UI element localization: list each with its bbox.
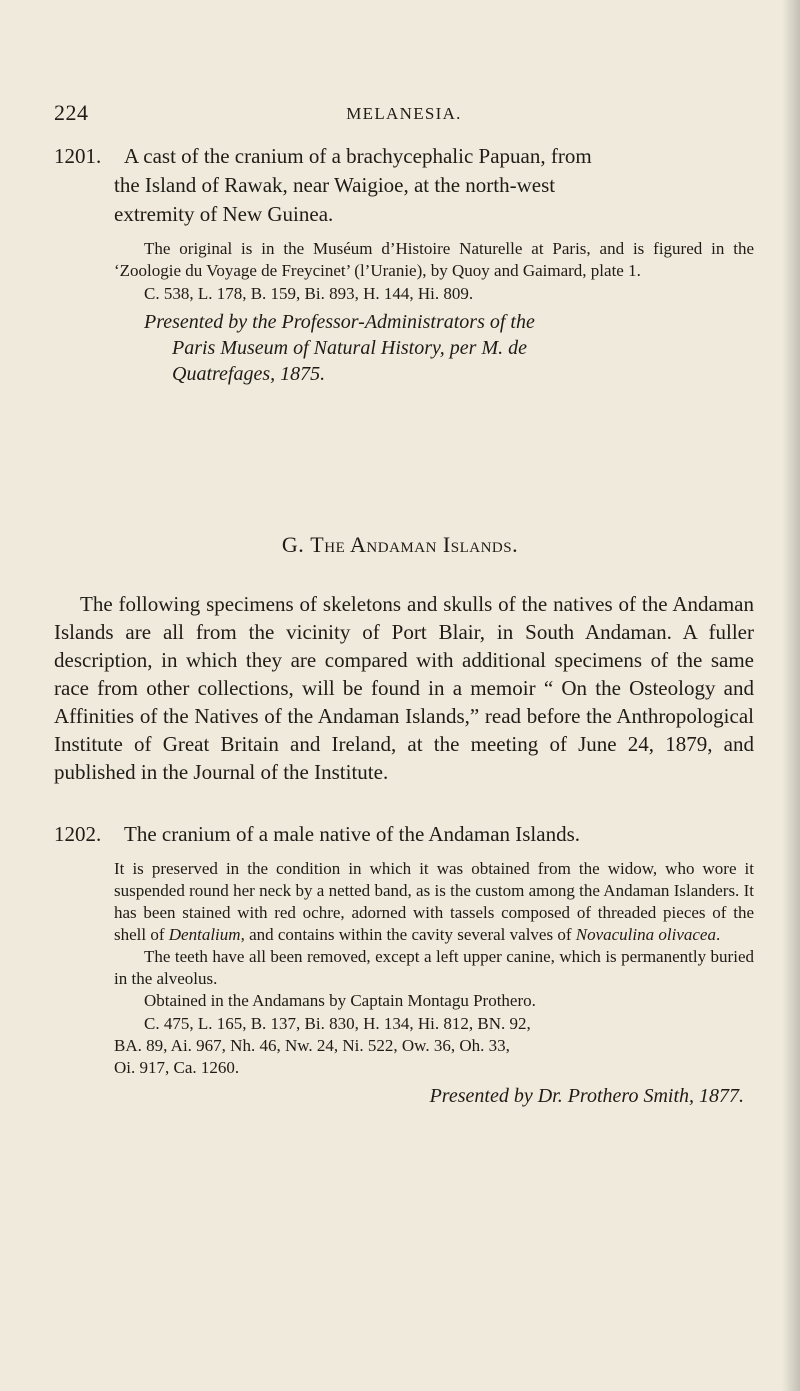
entry-1201-measurements [114,283,754,305]
entry-1202-description-2: The teeth have all been removed, except a left upper canine, which is permanently buried in the alveolus. [114,947,754,988]
catalog-entry-1201 [54,142,754,387]
entry-1201-title-line-2: the Island of Rawak, near Waigioe, at the north-west [114,173,556,197]
entry-1202-title: The cranium of a male native of the Andaman Islands. [124,822,581,846]
entry-1201-measurement-line: C. 538, L. 178, B. 159, Bi. 893, H. 144, Hi. 809. [144,284,474,303]
entry-1201-presented-by [114,309,754,387]
entry-1202-measurement-line-1: C. 475, L. 165, B. 137, Bi. 830, H. 134, Hi. 812, BN. 92, [144,1014,531,1033]
entry-1202-indented-content [54,858,754,1109]
section-letter: G. [281,532,305,557]
entry-1202-description-1: It is preserved in the condition in which it was obtained from the widow, who wore it suspended round her neck by a netted band, as is the custom among the Andaman Islanders. It has been stained with red ochre, adorned with tassels composed of threaded pieces of the shell of Dentalium, and contains within the cavity several valves of Novaculina olivacea. [114,859,754,944]
entry-1202-measurements [114,1013,754,1079]
entry-1201-presented-line-3 [144,361,754,387]
entry-1201-number: 1201. [54,144,102,168]
entry-1201-description-text: The original is in the Muséum d’Histoire Naturelle at Paris, and is figured in the ‘Zoologie du Voyage de Freycinet’ (l’Uranie), by Quoy and Gaimard, plate 1. [114,239,754,280]
entry-1201-indented-content [54,171,754,387]
entry-1202-measurement-line-3: Oi. 917, Ca. 1260. [114,1058,240,1077]
entry-1202-presented-by [114,1083,754,1109]
entry-1202-presented-text: Presented by Dr. Prothero Smith, 1877. [429,1085,744,1107]
entry-1201-title-line-3: extremity of New Guinea. [114,202,334,226]
page-number: 224 [54,100,89,125]
page-header [54,100,754,140]
andaman-intro-paragraph [54,590,754,786]
entry-1201-title-text-1: A cast of the cranium of a brachycephalic Papuan, from [124,144,592,168]
entry-1201-presented-text-2: Paris Museum of Natural History, per M. de [172,337,527,359]
entry-1201-title-line-1 [54,142,754,171]
entry-1201-presented-line-2 [144,335,754,361]
section-title: The Andaman Islands. [310,532,519,557]
running-head: MELANESIA. [346,104,462,123]
entry-1202-measurement-line-2: BA. 89, Ai. 967, Nh. 46, Nw. 24, Ni. 522, Ow. 36, Oh. 33, [114,1036,510,1055]
page-edge-shadow [782,0,800,1391]
entry-1201-description [114,238,754,282]
entry-1202-description [114,858,754,1012]
intro-paragraph-text: The following specimens of skeletons and skulls of the natives of the Andaman Islands are all from the vicinity of Port Blair, in South Andaman. A fuller description, in which they are compared with additional specimens of the same race from other collections, will be found in a memoir “ On the Osteology and Affinities of the Natives of the Andaman Islands,” read before the Anthropological Institute of Great Britain and Ireland, at the meeting of June 24, 1879, and published in the Journal of the Institute. [54,592,754,784]
entry-1202-description-3: Obtained in the Andamans by Captain Montagu Prothero. [144,991,536,1010]
entry-1202-title-line [54,820,754,849]
entry-1202-number: 1202. [54,822,102,846]
entry-1201-presented-text-1: Presented by the Professor-Administrators of the [144,311,535,333]
entry-1201-presented-text-3: Quatrefages, 1875. [172,363,326,385]
entry-1201-presented-line-1 [144,309,754,335]
section-heading-andaman-islands [0,532,800,558]
catalog-entry-1202 [54,820,754,1109]
